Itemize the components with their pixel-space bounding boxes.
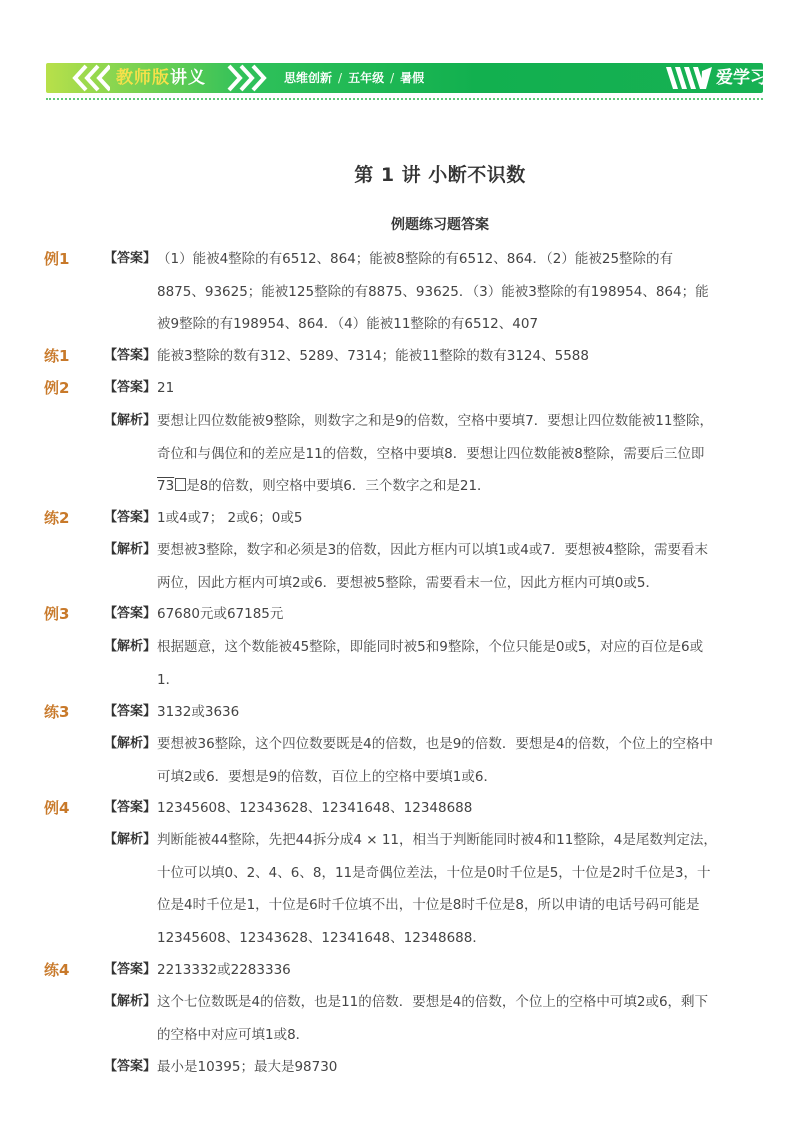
question-label: 练4 <box>44 961 70 979</box>
analysis-text: 要想让四位数能被9整除，则数字之和是9的倍数，空格中要填7．要想让四位数能被11整除，奇位和与偶位和的差应是11的倍数，空格中要填8．要想让四位数能被8整除，需要后三位即73 是8的倍数，则空格中要填6．三个数字之和是21． <box>157 413 713 494</box>
analysis-tag: 【解析】 <box>104 832 157 847</box>
answer-tag: 【答案】 <box>104 510 157 525</box>
lecture-title: 第 1 讲 小断不识数 <box>354 164 526 186</box>
overline-number: 73 <box>157 478 186 494</box>
brand-name: 爱学习 <box>716 68 767 88</box>
analysis-text: 这个七位数既是4的倍数，也是11的倍数．要想是4的倍数，个位上的空格中可填2或6，剩下的空格中对应可填1或8． <box>157 994 709 1043</box>
header-bar <box>46 63 767 93</box>
question-label: 练3 <box>44 703 70 721</box>
answer-tag: 【答案】 <box>104 251 157 266</box>
analysis-text: 要想被36整除，这个四位数要既是4的倍数，也是9的倍数．要想是4的倍数，个位上的空格中可填2或6．要想是9的倍数，百位上的空格中要填1或6． <box>157 736 713 785</box>
blank-box-icon <box>175 478 186 491</box>
answer-text: 67680元或67185元 <box>157 606 284 622</box>
section-title: 例题练习题答案 <box>391 217 489 233</box>
double-chevron-right-icon <box>227 63 271 93</box>
breadcrumb-separator: / <box>390 71 395 85</box>
question-label: 例2 <box>44 379 70 397</box>
question-label: 例1 <box>44 250 70 268</box>
analysis-text: 要想被3整除，数字和必须是3的倍数，因此方框内可以填1或4或7．要想被4整除，需要看末两位，因此方框内可填2或6．要想被5整除，需要看末一位，因此方框内可填0或5． <box>157 542 709 591</box>
question-label: 练2 <box>44 509 70 527</box>
analysis-text: 根据题意，这个数能被45整除，即能同时被5和9整除，个位只能是0或5，对应的百位是6或1． <box>157 639 704 688</box>
brand-mark-icon <box>666 67 712 89</box>
header-title: 教师版讲义 <box>116 68 206 88</box>
double-chevron-left-icon <box>66 63 110 93</box>
breadcrumb-separator: / <box>338 71 343 85</box>
question-label: 例3 <box>44 605 70 623</box>
question-label: 例4 <box>44 799 70 817</box>
answer-tag: 【答案】 <box>104 1059 157 1074</box>
analysis-tag: 【解析】 <box>104 639 157 654</box>
analysis-tag: 【解析】 <box>104 736 157 751</box>
breadcrumb-item: 暑假 <box>400 71 425 85</box>
answer-tag: 【答案】 <box>104 380 157 395</box>
answer-text: 能被3整除的数有312、5289、7314；能被11整除的数有3124、5588 <box>157 348 589 364</box>
header-dotted-divider <box>46 98 763 100</box>
answer-tag: 【答案】 <box>104 800 157 815</box>
analysis-tag: 【解析】 <box>104 413 157 428</box>
breadcrumb-item: 五年级 <box>348 71 385 85</box>
answer-text: 3132或3636 <box>157 704 240 720</box>
answer-tag: 【答案】 <box>104 348 157 363</box>
answer-text: 最小是10395；最大是98730 <box>157 1059 338 1075</box>
question-label: 练1 <box>44 347 70 365</box>
answer-text: 12345608、12343628、12341648、12348688 <box>157 800 473 816</box>
analysis-tag: 【解析】 <box>104 994 157 1009</box>
answer-text: 2213332或2283336 <box>157 962 291 978</box>
breadcrumb-item: 思维创新 <box>284 71 333 85</box>
answer-text: 21 <box>157 380 175 396</box>
answer-tag: 【答案】 <box>104 606 157 621</box>
answer-tag: 【答案】 <box>104 962 157 977</box>
analysis-tag: 【解析】 <box>104 542 157 557</box>
answer-text: 1或4或7； 2或6；0或5 <box>157 510 303 526</box>
answer-tag: 【答案】 <box>104 704 157 719</box>
breadcrumb <box>284 70 424 86</box>
analysis-text: 判断能被44整除，先把44拆分成4 × 11，相当于判断能同时被4和11整除，4是尾数判定法，十位可以填0、2、4、6、8，11是奇偶位差法，十位是0时千位是5，十位是2时千位是3，十位是4时千位是1，十位是6时千位填不出，十位是8时千位是8，所以申请的电话号码可能是12345608、12343628、12341648、12348688． <box>157 832 717 946</box>
answer-text: （1）能被4整除的有6512、864；能被8整除的有6512、864．（2）能被25整除的有8875、93625；能被125整除的有8875、93625．（3）能被3整除的有198954、864；能被9整除的有198954、864．（4）能被11整除的有6512、407 <box>157 251 709 332</box>
